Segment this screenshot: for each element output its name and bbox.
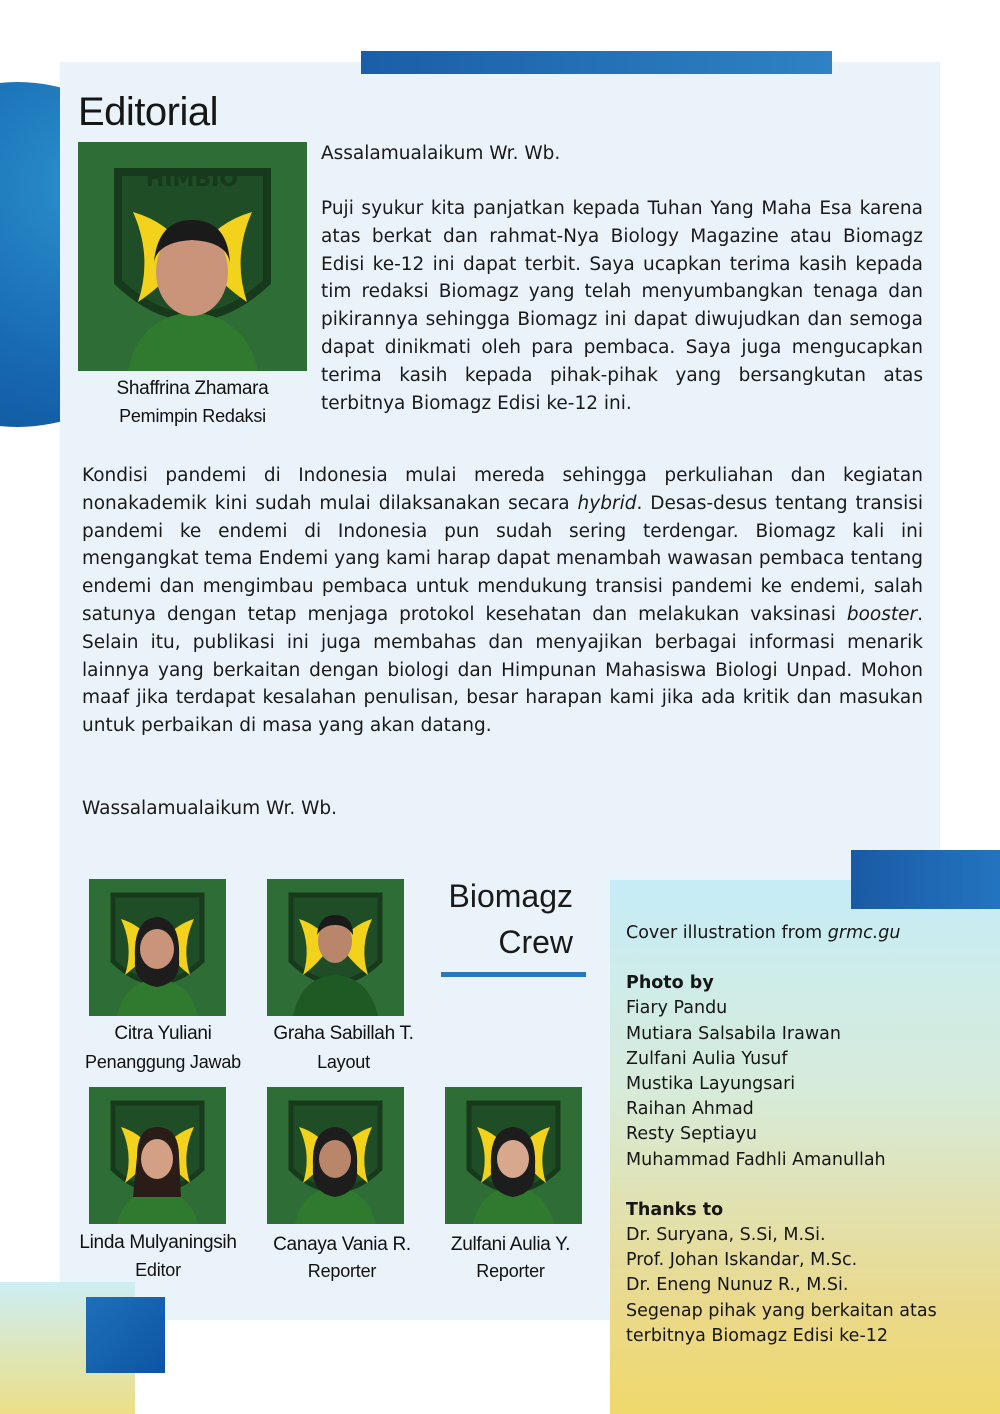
crew-role-citra: Penanggung Jawab [85,1052,241,1072]
crew-photo-graha [267,879,404,1016]
thanks-item: Dr. Eneng Nunuz R., M.Si. [626,1275,849,1296]
thanks-heading: Thanks to [626,1199,724,1220]
thanks-item: Segenap pihak yang berkaitan atas terbitnya Biomagz Edisi ke-12 [626,1300,937,1346]
photo-heading: Photo by [626,973,714,994]
photographer: Resty Septiayu [626,1124,757,1145]
crew-name-citra: Citra Yuliani [114,1023,212,1044]
decorative-bottom-square [86,1297,165,1373]
crew-role-canaya: Reporter [307,1261,377,1281]
photographer: Mutiara Salsabila Irawan [626,1023,841,1044]
photographer: Fiary Pandu [626,998,728,1019]
himbio-emblem-icon [89,879,226,1016]
photographer: Zulfani Aulia Yusuf [626,1048,788,1069]
thanks-item: Prof. Johan Iskandar, M.Sc. [626,1250,858,1271]
cover-credit: Cover illustration from grmc.gu [626,923,901,943]
page-title: Editorial [78,90,219,134]
editorial-paragraph-2: Kondisi pandemi di Indonesia mulai mereda sehingga perkuliahan dan kegiatan nonakademik kini sudah mulai dilaksanakan secara hybrid. Desas-desus tentang transisi pandemi ke endemi di Indonesia pun sudah sering terdengar. Biomagz kali ini mengangkat tema Endemi yang kami harap dapat menambah wawasan pembaca tentang endemi dan mengimbau pembaca untuk mendukung transisi pandemi ke endemi, salah satunya dengan tetap menjaga protokol kesehatan dan melakukan vaksinasi booster. Selain itu, publikasi ini juga membahas dan menyajikan berbagai informasi menarik lainnya yang berkaitan dengan biologi dan Himpunan Mahasiswa Biologi Unpad. Mohon maaf jika terdapat kesalahan penulisan, besar harapan kami jika ada kritik dan masukan untuk perbaikan di masa yang akan datang. [82,465,923,737]
crew-photo-citra [89,879,226,1016]
crew-name-canaya: Canaya Vania R. [273,1234,411,1255]
chief-editor-role: Pemimpin Redaksi [119,406,266,426]
chief-editor-name: Shaffrina Zhamara [116,378,269,399]
crew-name-zulfani: Zulfani Aulia Y. [450,1234,571,1255]
crew-name-linda: Linda Mulyaningsih [79,1232,237,1253]
himbio-emblem-icon [445,1087,582,1224]
crew-photo-zulfani [445,1087,582,1224]
photographer: Muhammad Fadhli Amanullah [626,1149,886,1170]
photographer: Mustika Layungsari [626,1074,796,1095]
credits-text [626,921,946,1349]
crew-title-underline [441,972,586,977]
crew-photo-canaya [267,1087,404,1224]
crew-photo-linda [89,1087,226,1224]
crew-name-graha: Graha Sabillah T. [273,1023,414,1044]
chief-editor-photo [78,142,307,371]
decorative-corner-bar [851,850,1000,909]
crew-role-graha: Layout [317,1052,370,1072]
himbio-emblem-icon [89,1087,226,1224]
greeting: Assalamualaikum Wr. Wb. [321,143,561,164]
thanks-item: Dr. Suryana, S.Si, M.Si. [626,1225,826,1246]
himbio-emblem-icon [78,142,307,371]
himbio-emblem-icon [267,879,404,1016]
svg-text:HIMBIO: HIMBIO [145,167,239,192]
editorial-paragraph-1: Puji syukur kita panjatkan kepada Tuhan Yang Maha Esa karena atas berkat dan rahmat-Nya Biology Magazine atau Biomagz Edisi ke-12 ini dapat terbit. Saya ucapkan terima kasih kepada tim redaksi Biomagz yang telah menyumbangkan tenaga dan pikirannya sehingga Biomagz ini dapat diwujudkan dan semoga dapat dinikmati oleh para pembaca. Saya juga mengucapkan terima kasih kepada pihak-pihak yang bersangkutan atas terbitnya Biomagz Edisi ke-12 ini. [321,198,923,414]
crew-role-linda: Editor [135,1260,181,1280]
photographer: Raihan Ahmad [626,1099,754,1120]
closing: Wassalamualaikum Wr. Wb. [82,798,338,819]
crew-role-zulfani: Reporter [476,1261,545,1281]
crew-title: Biomagz Crew [448,878,573,960]
himbio-emblem-icon [267,1087,404,1224]
decorative-top-bar [361,51,832,74]
